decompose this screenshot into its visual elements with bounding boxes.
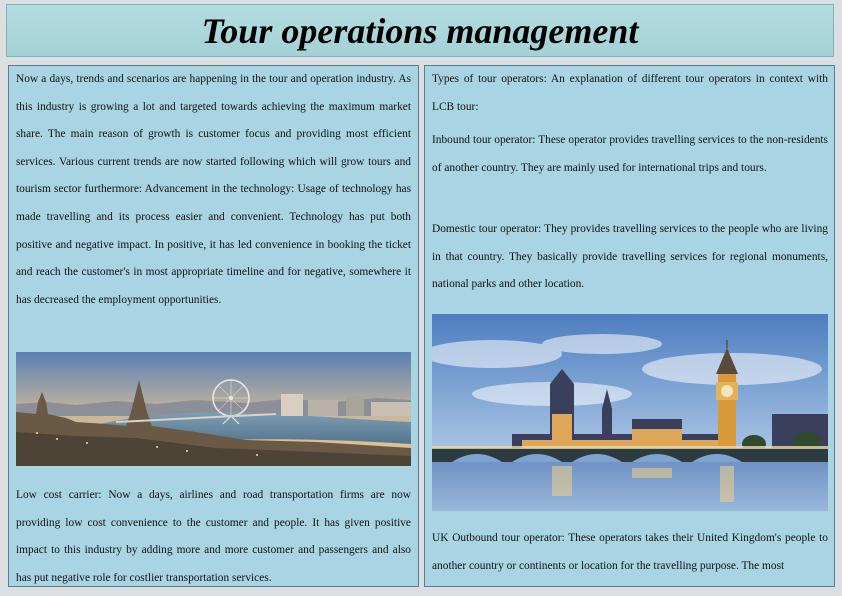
london-skyline-illustration [16,352,411,466]
inbound-operator-paragraph: Inbound tour operator: These operator provides travelling services to the non-residents of another country. They are mainly used for international trips and tours. [432,134,828,174]
london-skyline-image [16,352,411,466]
title-banner [6,4,834,57]
right-text-panel [424,65,835,587]
left-text-panel [8,65,419,587]
trends-paragraph: Now a days, trends and scenarios are happening in the tour and operation industry. As this industry is growing a lot and targeted towards achieving the maximum market share. The main reason of growth is customer focus and providing most efficient services. Various current trends are now started following which will grow tours and tourism sector furthermore: Advancement in the technology: Usage of technology has made travelling and its process easier and convenient. Technology has put both positive and negative impact. In positive, it has led convenience in booking the ticket and reach the customer's in most appropriate timeline and for negative, somewhere it has decreased the employment opportunities. [16,73,411,306]
domestic-operator-paragraph: Domestic tour operator: They provides travelling services to the people who are living in that country. They basically provide travelling services for regional monuments, national parks and other location. [432,223,828,291]
uk-outbound-operator-paragraph: UK Outbound tour operator: These operators takes their United Kingdom's people to another country or continents or location for the travelling purpose. The most [432,532,828,572]
westminster-illustration [432,314,828,511]
low-cost-carrier-paragraph: Low cost carrier: Now a days, airlines and road transportation firms are now providing low cost convenience to the customer and people. It has given positive impact to this industry by adding more and more customer and passengers and also has put negative role for costlier transportation services. [16,489,411,584]
types-of-operators-paragraph: Types of tour operators: An explanation of different tour operators in context with LCB tour: [432,73,828,113]
westminster-image [432,314,828,511]
page-title: Tour operations management [201,10,639,51]
